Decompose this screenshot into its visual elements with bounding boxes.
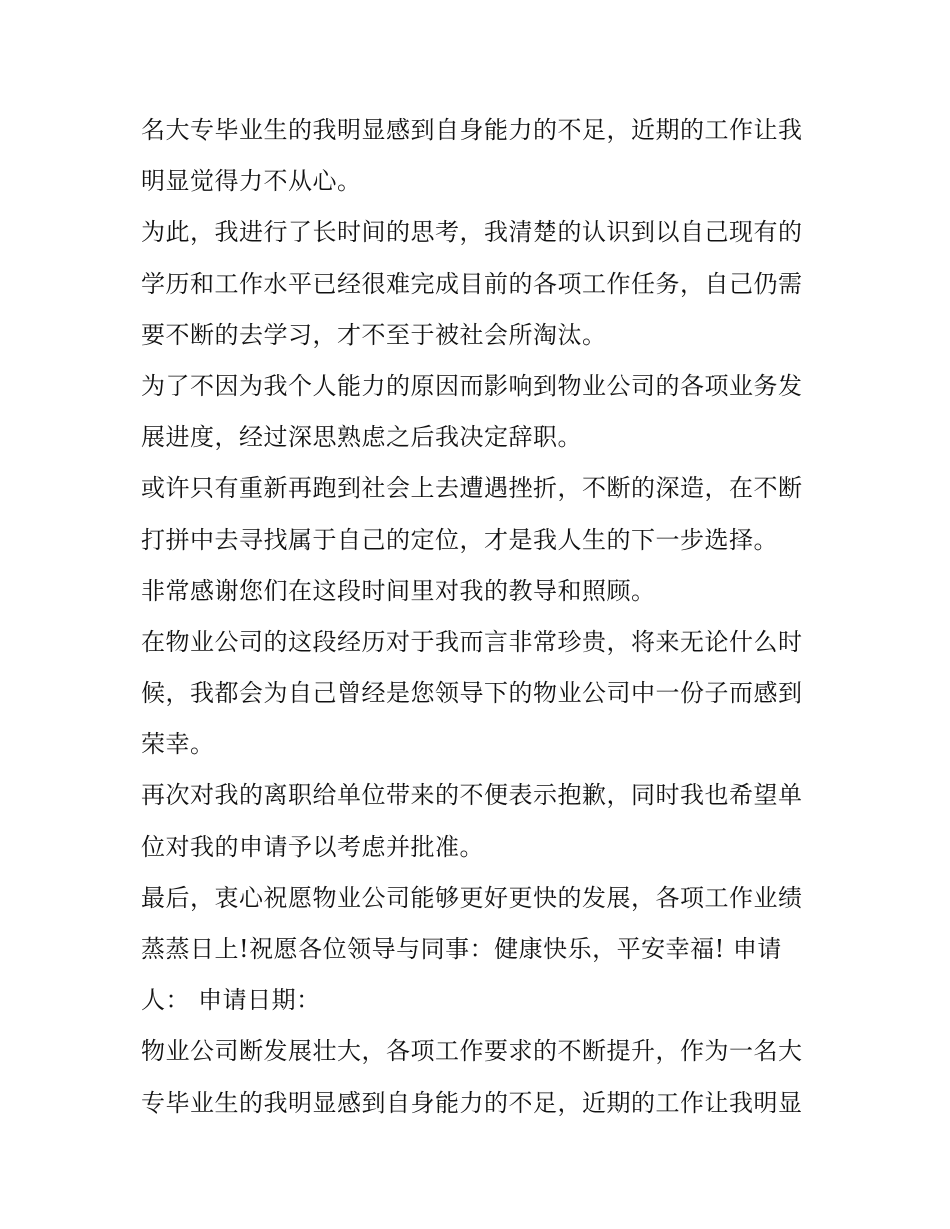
text-line: 人： 申请日期： bbox=[141, 986, 321, 1015]
text-line: 在物业公司的这段经历对于我而言非常珍贵，将来无论什么时 bbox=[141, 627, 803, 656]
text-line: 展进度，经过深思熟虑之后我决定辞职。 bbox=[141, 423, 582, 452]
text-line: 打拼中去寻找属于自己的定位，才是我人生的下一步选择。 bbox=[141, 525, 778, 554]
resignation-letter-body bbox=[141, 105, 821, 1129]
text-line: 要不断的去学习，才不至于被社会所淘汰。 bbox=[141, 320, 607, 349]
text-line: 再次对我的离职给单位带来的不便表示抱歉，同时我也希望单 bbox=[141, 781, 803, 810]
text-line: 物业公司断发展壮大，各项工作要求的不断提升，作为一名大 bbox=[141, 1037, 803, 1066]
text-line: 名大专毕业生的我明显感到自身能力的不足，近期的工作让我 bbox=[141, 116, 803, 144]
text-line: 为此，我进行了长时间的思考，我清楚的认识到以自己现有的 bbox=[141, 218, 803, 247]
text-line: 候，我都会为自己曾经是您领导下的物业公司中一份子而感到 bbox=[141, 679, 803, 708]
text-line: 学历和工作水平已经很难完成目前的各项工作任务，自己仍需 bbox=[141, 269, 803, 298]
text-line: 非常感谢您们在这段时间里对我的教导和照顾。 bbox=[141, 576, 656, 605]
text-line: 明显觉得力不从心。 bbox=[141, 167, 362, 196]
text-line: 蒸蒸日上!祝愿各位领导与同事：健康快乐，平安幸福! 申请 bbox=[141, 935, 782, 963]
text-line: 位对我的申请予以考虑并批准。 bbox=[141, 832, 484, 861]
text-line: 为了不因为我个人能力的原因而影响到物业公司的各项业务发 bbox=[141, 371, 803, 400]
text-line: 最后，衷心祝愿物业公司能够更好更快的发展，各项工作业绩 bbox=[141, 883, 803, 912]
text-line: 荣幸。 bbox=[141, 730, 215, 759]
text-line: 或许只有重新再跑到社会上去遭遇挫折，不断的深造，在不断 bbox=[141, 474, 803, 503]
text-line: 专毕业生的我明显感到自身能力的不足，近期的工作让我明显 bbox=[141, 1088, 803, 1117]
